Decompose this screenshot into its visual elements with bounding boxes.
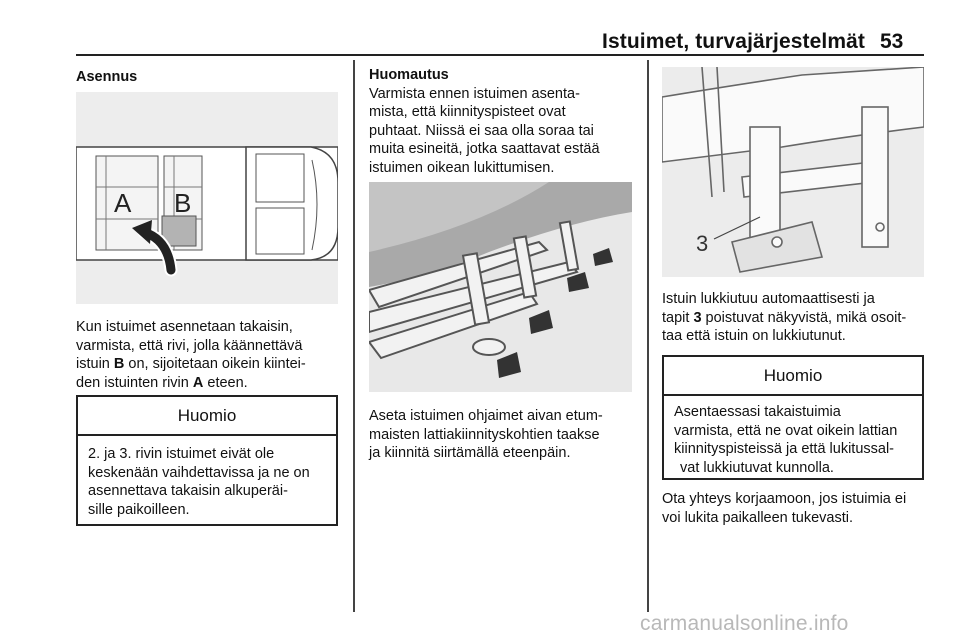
seat-layout-figure bbox=[76, 92, 338, 304]
install-paragraph: Kun istuimet asennetaan takaisin, varmista, että rivi, jolla käännettävä istuin B on, sijoitetaan oikein kiintei- den istuinten rivin A eteen. bbox=[76, 319, 306, 391]
caution-box-left bbox=[76, 395, 338, 526]
label-a: A bbox=[114, 188, 132, 218]
caution-box-right bbox=[662, 355, 924, 480]
seat-lock-figure bbox=[662, 67, 924, 277]
closing-paragraph: Ota yhteys korjaamoon, jos istuimia ei voi lukita paikalleen tukevasti. bbox=[662, 491, 907, 526]
front-seat-left bbox=[256, 154, 304, 202]
van-seat-diagram bbox=[76, 92, 338, 304]
seat-leg-left bbox=[750, 127, 780, 247]
watermark: carmanualsonline.info bbox=[640, 612, 849, 635]
caution-text: Asentaessasi takaistuimia varmista, että ne ovat oikein lattian kiinnityspisteissä ja että lukitussal- vat lukkiutuvat kunnolla. bbox=[674, 404, 898, 476]
lock-pin-slot bbox=[772, 237, 782, 247]
page-header-title: Istuimet, turvajärjestelmät bbox=[602, 30, 865, 53]
caution-title: Huomio bbox=[664, 357, 922, 396]
callout-label-3: 3 bbox=[696, 231, 709, 256]
section-heading: Asennus bbox=[76, 69, 138, 85]
caution-text: 2. ja 3. rivin istuimet eivät ole keskenään vaihdettavissa ja ne on asennettava takaisin alkuperäi- sille paikoilleen. bbox=[88, 446, 310, 518]
lock-paragraph: Istuin lukkiutuu automaattisesti ja tapit 3 poistuvat näkyvistä, mikä osoit- taa että istuin on lukkiutunut. bbox=[662, 291, 907, 344]
seat-rails-figure bbox=[369, 182, 632, 392]
column-divider-right bbox=[647, 60, 649, 612]
seat-lock-illustration bbox=[662, 67, 924, 277]
page-number: 53 bbox=[880, 30, 904, 53]
notice-heading: Huomautus bbox=[369, 67, 449, 83]
front-seat-right bbox=[256, 208, 304, 254]
notice-block: Huomautus Varmista ennen istuimen asenta- mista, että kiinnityspisteet ovat puhtaat. Niissä ei saa olla soraa tai muita esineitä, jotka saattavat estää istuimen oikean lukittumisen. bbox=[369, 67, 600, 176]
seat-rails-illustration bbox=[369, 182, 632, 392]
rail-slot bbox=[473, 339, 505, 355]
label-b: B bbox=[174, 188, 192, 218]
column-divider-left bbox=[353, 60, 355, 612]
caution-title: Huomio bbox=[78, 397, 336, 436]
header-divider bbox=[76, 54, 924, 56]
rails-paragraph: Aseta istuimen ohjaimet aivan etum- maisten lattiakiinnityskohtien taakse ja kiinnitä siirtämällä eteenpäin. bbox=[369, 408, 603, 461]
